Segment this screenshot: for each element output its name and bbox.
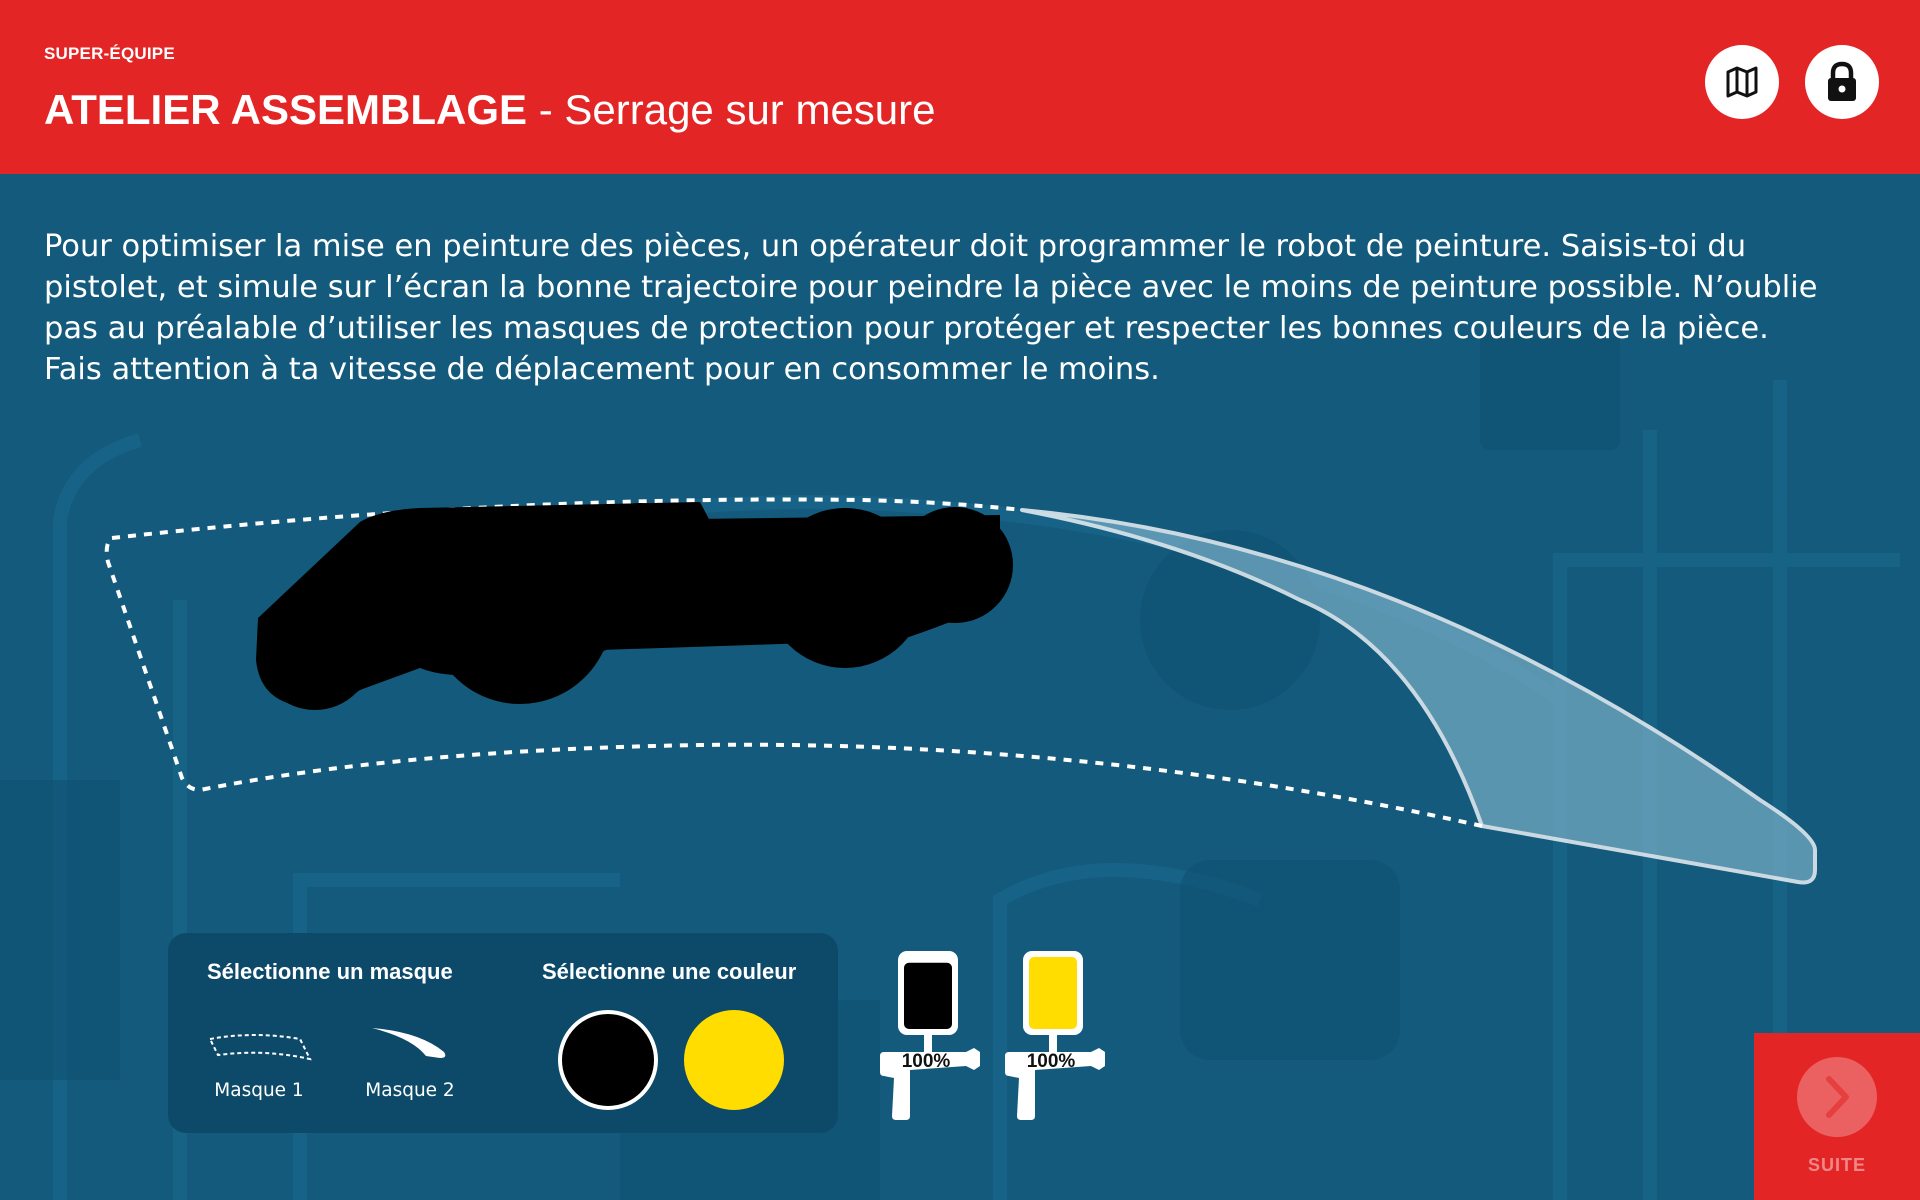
lock-icon: [1825, 61, 1859, 103]
tool-selection-panel: [168, 933, 838, 1133]
page-title: [44, 86, 936, 134]
color-yellow-swatch[interactable]: [684, 1010, 784, 1110]
curved-mask-shape-icon: [360, 1018, 460, 1068]
workshop-title: ATELIER ASSEMBLAGE: [44, 86, 528, 133]
mask-1-label: Masque 1: [214, 1080, 304, 1101]
spray-gun-yellow-level: 100%: [1026, 1051, 1076, 1072]
color-heading: Sélectionne une couleur: [542, 959, 797, 984]
mask-heading: Sélectionne un masque: [207, 959, 453, 984]
painted-stroke: [256, 502, 1013, 710]
activity-subtitle: Serrage sur mesure: [564, 86, 936, 133]
spray-gun-icon: [1005, 948, 1115, 1123]
header-bar: [0, 0, 1920, 174]
chevron-right-icon: [1820, 1075, 1854, 1119]
next-circle: [1797, 1057, 1877, 1137]
lock-button[interactable]: [1805, 45, 1879, 119]
map-icon: [1724, 64, 1760, 100]
spray-gun-black-level: 100%: [901, 1051, 951, 1072]
next-label: SUITE: [1807, 1155, 1866, 1175]
spray-gun-black[interactable]: [880, 948, 990, 1123]
mask-2-label: Masque 2: [365, 1080, 455, 1101]
instructions-text: Pour optimiser la mise en peinture des pièces, un opérateur doit programmer le robot de peinture. Saisis-toi du pistolet, et simule sur l’écran la bonne trajectoire pour peindre la pièce avec le moins de peinture possible. N’oublie pas au préalable d’utiliser les masques de protection pour protéger et respecter les bonnes couleurs de la pièce. Fais attention à ta vitesse de déplacement pour en consommer le moins.: [44, 229, 1818, 387]
map-button[interactable]: [1705, 45, 1779, 119]
dashed-mask-outline-icon: [204, 1025, 314, 1070]
next-button[interactable]: [1754, 1033, 1920, 1200]
team-kicker: SUPER-ÉQUIPE: [44, 44, 175, 63]
mask-2-overlay: [1022, 510, 1815, 883]
title-separator: -: [527, 86, 565, 133]
spray-gun-icon: [880, 948, 990, 1123]
paint-canvas[interactable]: [0, 480, 1920, 900]
spray-gun-yellow[interactable]: [1005, 948, 1115, 1123]
color-black-swatch[interactable]: [558, 1010, 658, 1110]
mask-1-button[interactable]: [204, 1025, 314, 1120]
mask-2-button[interactable]: [360, 1018, 460, 1120]
